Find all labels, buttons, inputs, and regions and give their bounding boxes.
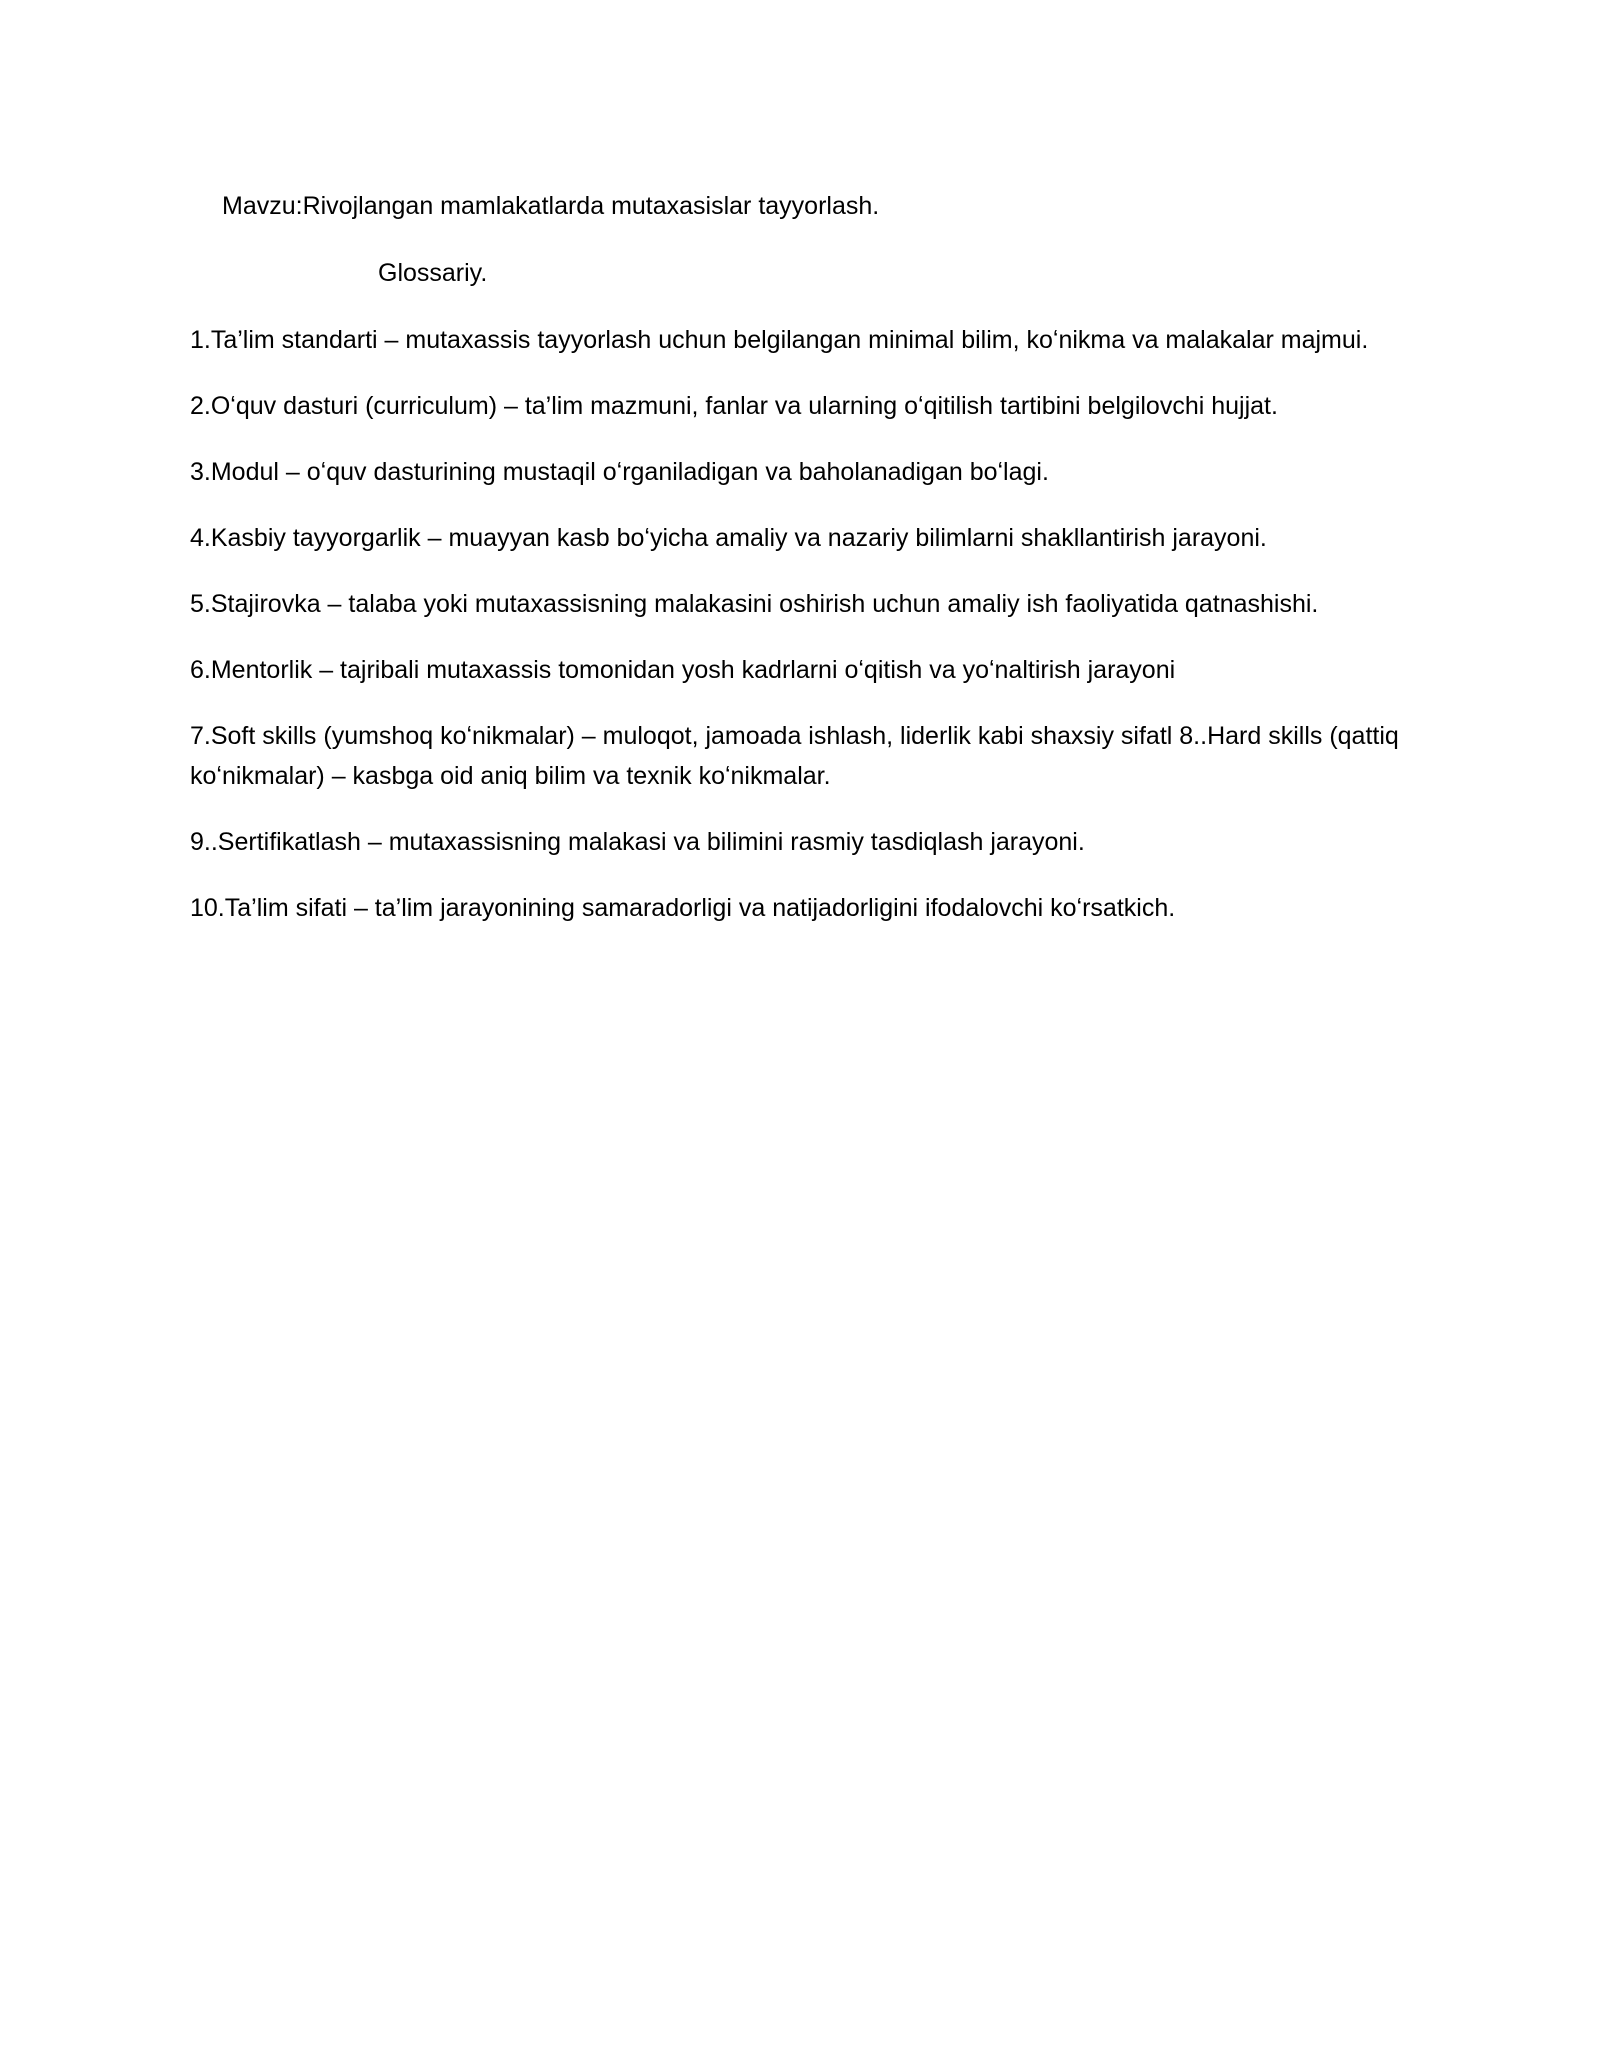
glossary-entry-5: 5.Stajirovka – talaba yoki mutaxassisning malakasini oshirish uchun amaliy ish faoliyatida qatnashishi. — [190, 590, 1319, 618]
glossary-entry-9: 9..Sertifikatlash – mutaxassisning malakasi va bilimini rasmiy tasdiqlash jarayoni. — [190, 828, 1085, 856]
glossary-entry-7-8: 7.Soft skills (yumshoq koʻnikmalar) – muloqot, jamoada ishlash, liderlik kabi shaxsiy sifatl 8..Hard skills (qattiq koʻnikmalar) – kasbga oid aniq bilim va texnik koʻnikmalar. — [190, 722, 1399, 790]
glossary-entry-1: 1.Ta’lim standarti – mutaxassis tayyorlash uchun belgilangan minimal bilim, koʻnikma va malakalar majmui. — [190, 326, 1369, 354]
glossary-heading: Glossariy. — [378, 259, 488, 287]
glossary-entry-2: 2.Oʻquv dasturi (curriculum) – ta’lim mazmuni, fanlar va ularning oʻqitilish tartibini belgilovchi hujjat. — [190, 392, 1278, 420]
document-body — [190, 186, 1410, 954]
glossary-entry-6: 6.Mentorlik – tajribali mutaxassis tomonidan yosh kadrlarni oʻqitish va yoʻnaltirish jarayoni — [190, 656, 1176, 684]
topic-line: Mavzu:Rivojlangan mamlakatlarda mutaxasislar tayyorlash. — [222, 192, 880, 220]
glossary-entry-10: 10.Ta’lim sifati – ta’lim jarayonining samaradorligi va natijadorligini ifodalovchi koʻrsatkich. — [190, 894, 1176, 922]
glossary-entry-3: 3.Modul – oʻquv dasturining mustaqil oʻrganiladigan va baholanadigan boʻlagi. — [190, 458, 1049, 486]
glossary-entry-4: 4.Kasbiy tayyorgarlik – muayyan kasb boʻyicha amaliy va nazariy bilimlarni shakllantirish jarayoni. — [190, 524, 1267, 552]
